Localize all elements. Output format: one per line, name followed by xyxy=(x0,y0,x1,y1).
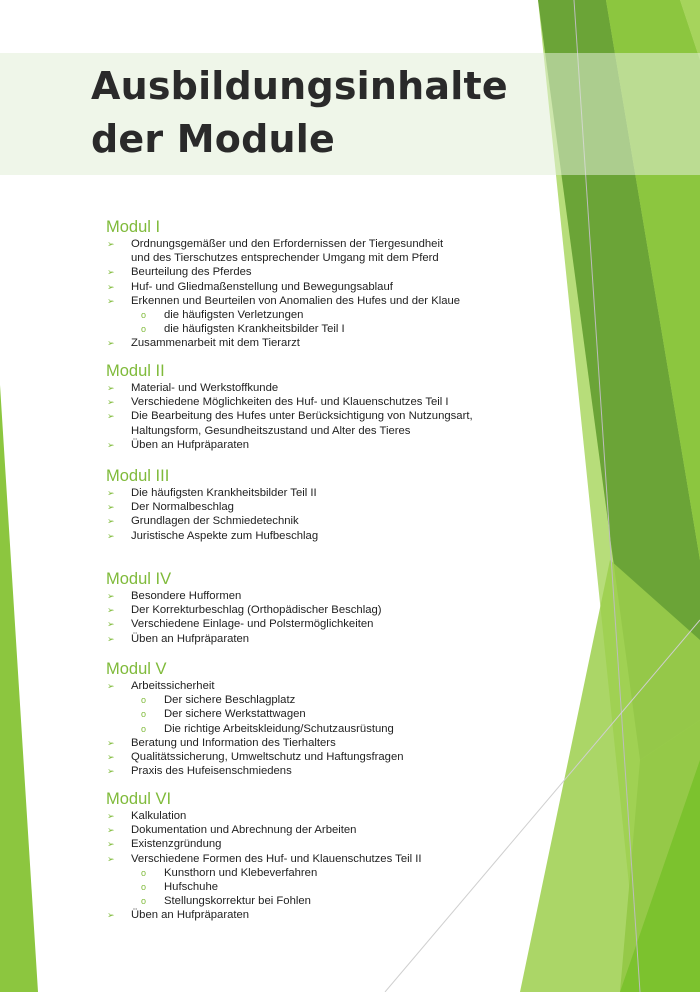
arrow-bullet-icon: ➢ xyxy=(107,411,115,422)
arrow-bullet-icon: ➢ xyxy=(107,239,115,249)
arrow-bullet-icon: ➢ xyxy=(107,752,115,762)
arrow-bullet-icon: ➢ xyxy=(107,267,115,278)
arrow-bullet-icon: ➢ xyxy=(107,619,115,630)
circle-bullet-icon: o xyxy=(141,882,147,892)
sub-list-item-text: Die richtige Arbeitskleidung/Schutzausrüstung xyxy=(164,722,394,735)
module-heading: Modul II xyxy=(106,362,165,380)
list-item-text: Der Normalbeschlag xyxy=(131,501,234,514)
list-item-text: Die Bearbeitung des Hufes unter Berücksichtigung von Nutzungsart, xyxy=(131,410,473,423)
list-item-text: Verschiedene Formen des Huf- und Klauenschutzes Teil II xyxy=(131,852,422,865)
sub-list-item-text: Der sichere Werkstattwagen xyxy=(164,708,306,721)
circle-bullet-icon: o xyxy=(141,896,147,907)
list-item-text: Existenzgründung xyxy=(131,838,222,851)
arrow-bullet-icon: ➢ xyxy=(107,281,115,292)
list-item-text: Dokumentation und Abrechnung der Arbeiten xyxy=(131,824,357,837)
list-item-text: Arbeitssicherheit xyxy=(131,680,215,692)
arrow-bullet-icon: ➢ xyxy=(107,681,115,691)
sub-list-item-text: Der sichere Beschlagplatz xyxy=(164,694,296,707)
arrow-bullet-icon: ➢ xyxy=(107,591,115,601)
arrow-bullet-icon: ➢ xyxy=(107,910,115,921)
arrow-bullet-icon: ➢ xyxy=(107,737,115,748)
arrow-bullet-icon: ➢ xyxy=(107,825,115,836)
list-item-text: Üben an Hufpräparaten xyxy=(131,632,250,645)
circle-bullet-icon: o xyxy=(141,324,147,335)
list-item-text: Die häufigsten Krankheitsbilder Teil II xyxy=(131,487,317,499)
module-heading: Modul I xyxy=(106,218,161,236)
arrow-bullet-icon: ➢ xyxy=(107,853,115,864)
title-line-2: der Module xyxy=(91,117,335,161)
sub-list-item-text: Hufschuhe xyxy=(164,881,219,893)
list-item-text: Beratung und Information des Tierhalters xyxy=(131,736,336,749)
arrow-bullet-icon: ➢ xyxy=(107,502,115,513)
list-item-text: Der Korrekturbeschlag (Orthopädischer Beschlag) xyxy=(131,604,382,617)
arrow-bullet-icon: ➢ xyxy=(107,488,115,498)
list-item-text: Üben an Hufpräparaten xyxy=(131,438,250,451)
list-item-text: Erkennen und Beurteilen von Anomalien des Hufes und der Klaue xyxy=(131,294,461,307)
module-heading: Modul III xyxy=(106,467,170,485)
arrow-bullet-icon: ➢ xyxy=(107,516,115,527)
module-heading: Modul IV xyxy=(106,570,172,588)
list-item-text: Huf- und Gliedmaßenstellung und Bewegungsablauf xyxy=(131,280,393,293)
arrow-bullet-icon: ➢ xyxy=(107,530,115,541)
list-item-text: Verschiedene Möglichkeiten des Huf- und Klauenschutzes Teil I xyxy=(131,396,449,409)
circle-bullet-icon: o xyxy=(141,867,147,878)
list-item-text: Kalkulation xyxy=(131,810,187,822)
circle-bullet-icon: o xyxy=(141,695,147,706)
list-item-text: Grundlagen der Schmiedetechnik xyxy=(131,515,299,528)
sub-list-item-text: die häufigsten Krankheitsbilder Teil I xyxy=(164,323,345,336)
arrow-bullet-icon: ➢ xyxy=(107,383,115,393)
sub-list-item-text: die häufigsten Verletzungen xyxy=(164,309,304,321)
list-item-text: Besondere Hufformen xyxy=(131,590,242,602)
list-item-text: Material- und Werkstoffkunde xyxy=(131,382,279,394)
list-item-text: Verschiedene Einlage- und Polstermöglichkeiten xyxy=(131,618,374,631)
arrow-bullet-icon: ➢ xyxy=(107,338,115,349)
arrow-bullet-icon: ➢ xyxy=(107,839,115,850)
arrow-bullet-icon: ➢ xyxy=(107,633,115,644)
list-item-text: Beurteilung des Pferdes xyxy=(131,266,252,279)
sub-list-item-text: Kunsthorn und Klebeverfahren xyxy=(164,866,318,879)
circle-bullet-icon: o xyxy=(141,310,147,320)
module-heading: Modul V xyxy=(106,660,167,678)
arrow-bullet-icon: ➢ xyxy=(107,605,115,616)
arrow-bullet-icon: ➢ xyxy=(107,295,115,306)
list-item-text: und des Tierschutzes entsprechender Umgang mit dem Pferd xyxy=(131,252,439,265)
arrow-bullet-icon: ➢ xyxy=(107,766,115,777)
module-heading: Modul VI xyxy=(106,790,172,808)
list-item-text: Qualitätssicherung, Umweltschutz und Haftungsfragen xyxy=(131,751,404,763)
title-line-1: Ausbildungsinhalte xyxy=(91,64,508,108)
arrow-bullet-icon: ➢ xyxy=(107,397,115,408)
list-item-text: Haltungsform, Gesundheitszustand und Alter des Tieres xyxy=(131,424,411,437)
arrow-bullet-icon: ➢ xyxy=(107,811,115,821)
list-item-text: Juristische Aspekte zum Hufbeschlag xyxy=(131,529,319,542)
arrow-bullet-icon: ➢ xyxy=(107,439,115,450)
circle-bullet-icon: o xyxy=(141,723,147,734)
circle-bullet-icon: o xyxy=(141,709,147,720)
list-item-text: Praxis des Hufeisenschmiedens xyxy=(131,765,292,778)
sub-list-item-text: Stellungskorrektur bei Fohlen xyxy=(164,895,311,908)
list-item-text: Üben an Hufpräparaten xyxy=(131,909,250,922)
list-item-text: Ordnungsgemäßer und den Erfordernissen der Tiergesundheit xyxy=(131,238,444,250)
list-item-text: Zusammenarbeit mit dem Tierarzt xyxy=(131,337,300,350)
